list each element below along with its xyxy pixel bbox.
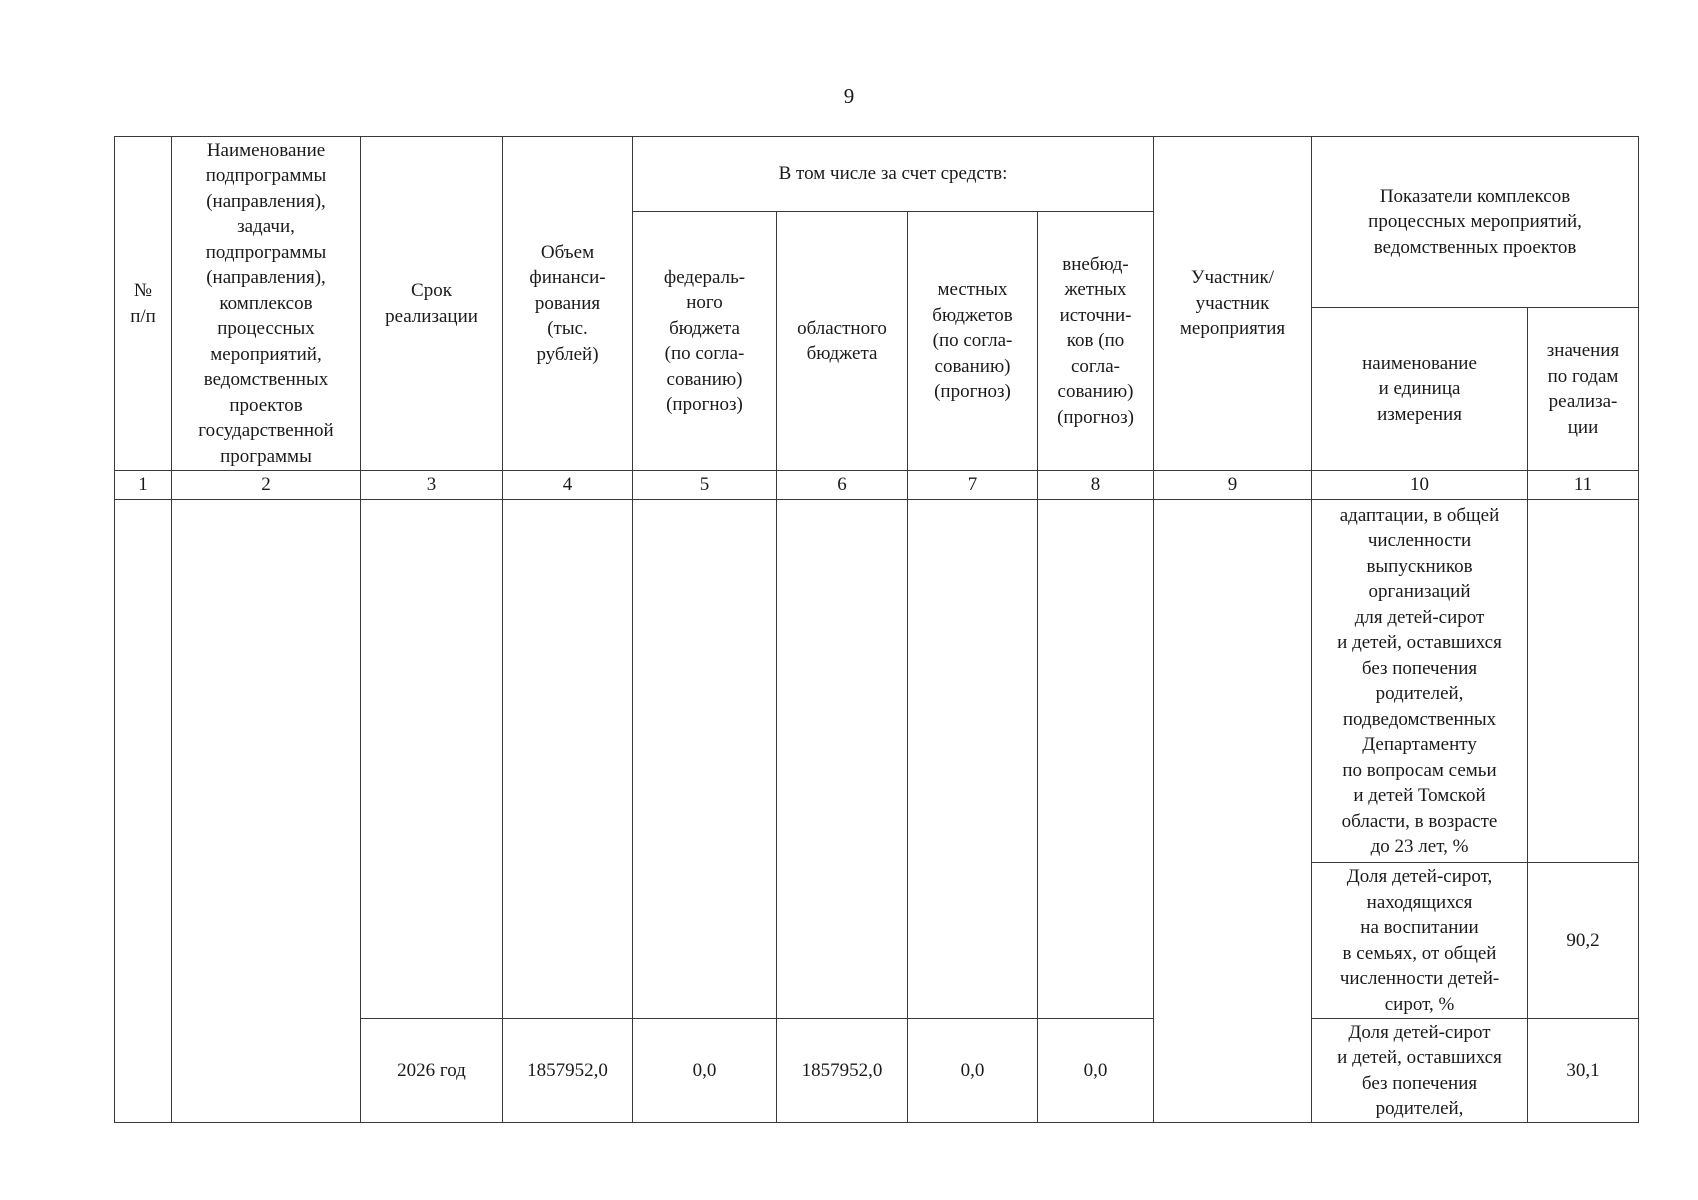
header-total-text: Объем финанси- рования (тыс. рублей): [529, 241, 606, 365]
header-participant: [1154, 137, 1312, 471]
column-number: 1: [115, 471, 172, 500]
indicator-value-cell: 30,1: [1528, 1019, 1639, 1123]
header-name: [172, 137, 361, 471]
column-number: 6: [777, 471, 908, 500]
column-number: 8: [1038, 471, 1154, 500]
header-participant-text: Участник/ участник мероприятия: [1179, 267, 1286, 340]
header-number: [115, 137, 172, 471]
program-table: [114, 136, 1639, 1123]
indicator-name-cell: [1312, 1019, 1528, 1123]
header-local: [908, 212, 1038, 471]
federal-value: 0,0: [633, 1019, 777, 1123]
header-total: [503, 137, 633, 471]
column-number: 2: [172, 471, 361, 500]
indicator-value-cell: [1528, 500, 1639, 863]
local-cell: [908, 500, 1038, 1019]
column-numbers-row: [115, 471, 1639, 500]
header-indicator-name: [1312, 308, 1528, 471]
header-federal: [633, 212, 777, 471]
header-regional-text: областного бюджета: [797, 317, 887, 364]
header-extrabudgetary-text: внебюд- жетных источни- ков (по согла- сованию) (прогноз): [1057, 253, 1134, 428]
header-number-text: № п/п: [130, 280, 156, 327]
regional-cell: [777, 500, 908, 1019]
column-number: 5: [633, 471, 777, 500]
indicator-name-cell: [1312, 863, 1528, 1019]
header-regional: [777, 212, 908, 471]
federal-cell: [633, 500, 777, 1019]
indicator-name-cell: [1312, 500, 1528, 863]
header-local-text: местных бюджетов (по согла- сованию) (прогноз): [932, 279, 1013, 403]
column-number: 4: [503, 471, 633, 500]
column-number: 11: [1528, 471, 1639, 500]
column-number: 3: [361, 471, 503, 500]
column-number: 7: [908, 471, 1038, 500]
page-number: 9: [843, 84, 855, 108]
header-period-text: Срок реализации: [385, 280, 478, 327]
period-value: 2026 год: [361, 1019, 503, 1123]
header-funding-group: В том числе за счет средств:: [633, 137, 1154, 212]
header-indicators-group: [1312, 137, 1639, 308]
extrabudgetary-value: 0,0: [1038, 1019, 1154, 1123]
extrabudgetary-cell: [1038, 500, 1154, 1019]
table-row: [115, 500, 1639, 863]
indicator-name-text: Доля детей-сирот и детей, оставшихся без попечения родителей,: [1337, 1021, 1502, 1119]
header-row-1: [115, 137, 1639, 212]
local-value: 0,0: [908, 1019, 1038, 1123]
total-value: 1857952,0: [503, 1019, 633, 1123]
indicator-value-cell: 90,2: [1528, 863, 1639, 1019]
column-number: 10: [1312, 471, 1528, 500]
header-name-text: Наименование подпрограммы (направления), задачи, подпрограммы (направления), комплексов процессных мероприятий, ведомственных проектов государственной программы: [198, 139, 334, 467]
participant-cell: [1154, 500, 1312, 1123]
indicator-name-text: адаптации, в общей численности выпускников организаций для детей-сирот и детей, оставшихся без попечения родителей, подведомственных Департаменту по вопросам семьи и детей Томской области, в возрасте до 23 лет, %: [1337, 504, 1502, 857]
header-extrabudgetary: [1038, 212, 1154, 471]
header-indicator-values: [1528, 308, 1639, 471]
header-indicator-name-text: наименование и единица измерения: [1362, 352, 1477, 425]
header-period: [361, 137, 503, 471]
period-cell: [361, 500, 503, 1019]
row-name-cell: [172, 500, 361, 1123]
regional-value: 1857952,0: [777, 1019, 908, 1123]
header-federal-text: федераль- ного бюджета (по согла- сованию) (прогноз): [663, 266, 746, 415]
column-number: 9: [1154, 471, 1312, 500]
total-cell: [503, 500, 633, 1019]
header-indicator-values-text: значения по годам реализа- ции: [1546, 340, 1620, 438]
indicator-name-text: Доля детей-сирот, находящихся на воспитании в семьях, от общей численности детей- сирот, %: [1339, 866, 1500, 1015]
header-indicators-text: Показатели комплексов процессных мероприятий, ведомственных проектов: [1368, 185, 1582, 258]
row-number-cell: [115, 500, 172, 1123]
